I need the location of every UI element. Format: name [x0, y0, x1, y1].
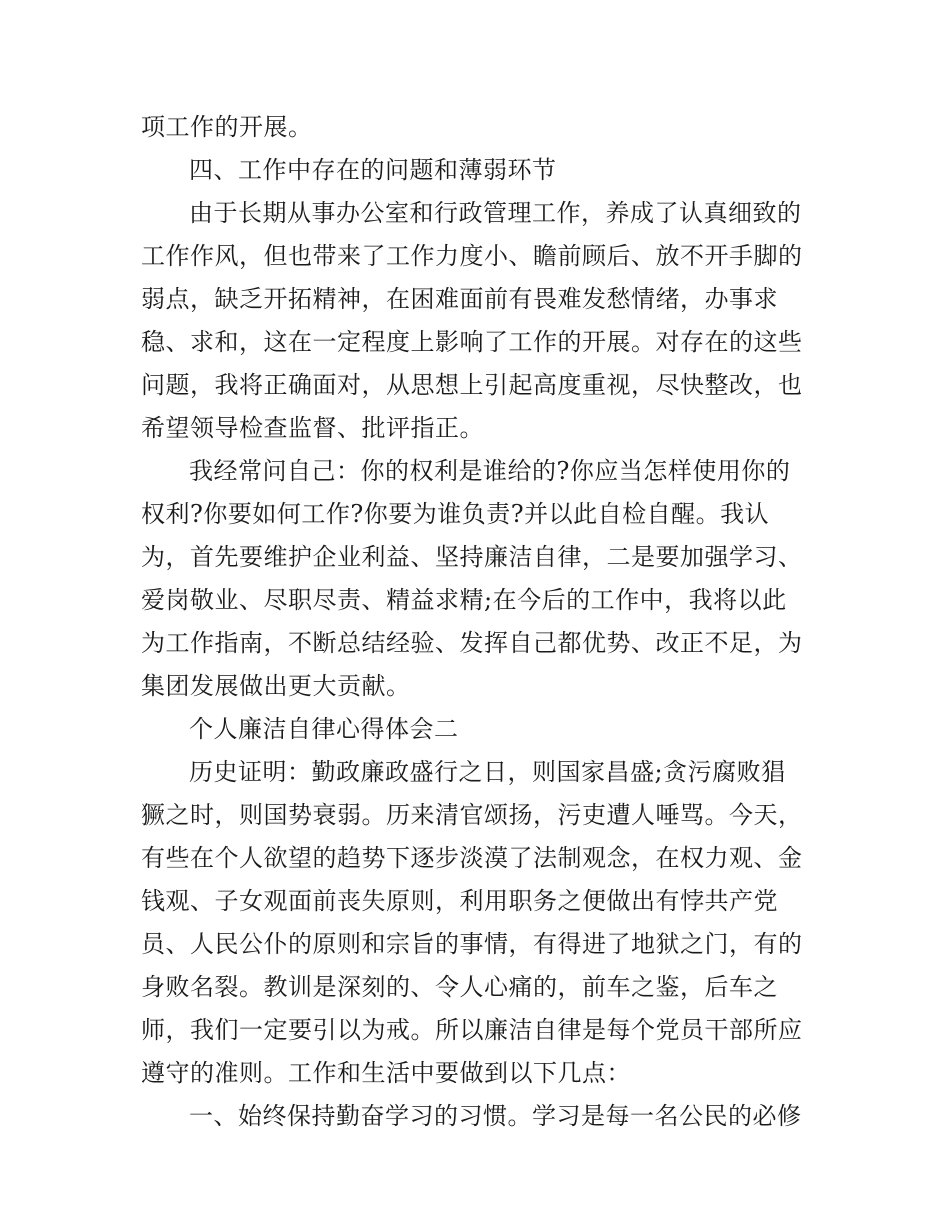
text-line: 项工作的开展。	[141, 113, 313, 141]
text-line: 工作作风，但也带来了工作力度小、瞻前顾后、放不开手脚的	[141, 242, 803, 270]
text-line: 问题，我将正确面对，从思想上引起高度重视，尽快整改，也	[141, 371, 803, 399]
text-line: 有些在个人欲望的趋势下逐步淡漠了法制观念，在权力观、金	[141, 844, 803, 872]
text-line: 遵守的准则。工作和生活中要做到以下几点：	[141, 1059, 631, 1087]
text-line: 一、始终保持勤奋学习的习惯。学习是每一名公民的必修	[189, 1102, 802, 1130]
text-line: 稳、求和，这在一定程度上影响了工作的开展。对存在的这些	[141, 328, 803, 356]
text-line: 弱点，缺乏开拓精神，在困难面前有畏难发愁情绪，办事求	[141, 285, 778, 313]
text-line: 身败名裂。教训是深刻的、令人心痛的，前车之鉴，后车之	[141, 973, 778, 1001]
text-line: 獗之时，则国势衰弱。历来清官颂扬，污吏遭人唾骂。今天，	[141, 801, 803, 829]
text-line: 钱观、子女观面前丧失原则，利用职务之便做出有悖共产党	[141, 887, 778, 915]
text-line: 师，我们一定要引以为戒。所以廉洁自律是每个党员干部所应	[141, 1016, 803, 1044]
section-heading: 个人廉洁自律心得体会二	[189, 715, 459, 743]
section-heading: 四、工作中存在的问题和薄弱环节	[189, 156, 557, 184]
text-line: 员、人民公仆的原则和宗旨的事情，有得进了地狱之门，有的	[141, 930, 803, 958]
text-line: 由于长期从事办公室和行政管理工作，养成了认真细致的	[189, 199, 802, 227]
text-line: 我经常问自己：你的权利是谁给的?你应当怎样使用你的	[189, 457, 791, 485]
text-line: 为工作指南，不断总结经验、发挥自己都优势、改正不足，为	[141, 629, 803, 657]
text-line: 爱岗敬业、尽职尽责、精益求精;在今后的工作中，我将以此	[141, 586, 787, 614]
text-line: 权利?你要如何工作?你要为谁负责?并以此自检自醒。我认	[141, 500, 770, 528]
text-line: 为，首先要维护企业利益、坚持廉洁自律，二是要加强学习、	[141, 543, 803, 571]
text-line: 历史证明：勤政廉政盛行之日，则国家昌盛;贪污腐败猖	[189, 758, 786, 786]
text-line: 集团发展做出更大贡献。	[141, 672, 411, 700]
text-line: 希望领导检查监督、批评指正。	[141, 414, 484, 442]
